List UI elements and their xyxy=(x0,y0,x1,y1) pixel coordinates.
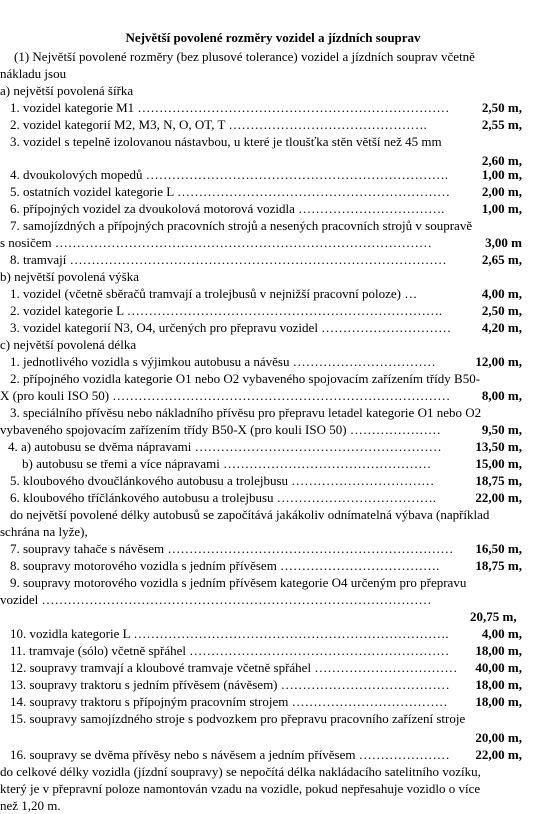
text-line xyxy=(0,421,546,438)
text-line xyxy=(0,472,546,489)
line-text: 1. vozidel kategorie M1 ……………………………………………………………… xyxy=(10,100,450,115)
text-line xyxy=(0,797,546,814)
text-line xyxy=(0,540,546,557)
dimension-value: 4,20 m, xyxy=(481,320,522,335)
line-text: 11. tramvaje (sólo) včetně spřáhel …………………………………………………… xyxy=(10,643,450,658)
dimension-value: 12,00 m, xyxy=(475,354,522,369)
line-text: nákladu jsou xyxy=(0,66,67,81)
text-line xyxy=(0,200,546,217)
line-text: 2. přípojného vozidla kategorie O1 nebo O2 vybaveného spojovacím zařízením třídy B50- xyxy=(10,371,481,386)
dimension-value: 3,00 m xyxy=(485,235,522,250)
text-line xyxy=(0,659,546,676)
dimension-value: 13,50 m, xyxy=(475,439,522,454)
dimension-value: 2,55 m, xyxy=(481,117,522,132)
dimension-value: 2,60 m, xyxy=(481,153,522,168)
text-line xyxy=(0,523,546,540)
text-line xyxy=(0,693,546,710)
line-text: b) autobusu se třemi a více nápravami ………………………………………… xyxy=(22,456,432,471)
line-text: 8. tramvají …………………………………………………………………………… xyxy=(10,252,447,267)
line-text: 5. ostatních vozidel kategorie L ……………………………………………………… xyxy=(10,184,451,199)
text-line xyxy=(0,234,546,251)
text-line xyxy=(0,82,546,99)
line-text: vybaveného spojovacím zařízením třídy B50-X (pro kouli ISO 50) ………………… xyxy=(0,422,441,437)
line-text: s nosičem …………………………………………………………………………… xyxy=(0,235,432,250)
line-text: který je v přepravní poloze namontován vzadu na vozidle, pokud nepřesahuje vozidlo o více xyxy=(0,781,481,796)
line-text: než 1,20 m. xyxy=(0,798,61,813)
line-text: c) největší povolená délka xyxy=(0,337,137,352)
dimension-value: 18,00 m, xyxy=(475,694,522,709)
text-line xyxy=(0,319,546,336)
line-text: 2. vozidel kategorie L ………………………………………………………………. xyxy=(10,303,443,318)
line-text: 3. vozidel kategorií N3, O4, určených pro přepravu vozidel ………………………… xyxy=(10,320,452,335)
line-text: 9. soupravy motorového vozidla s jedním přívěsem kategorie O4 určeným pro přepravu xyxy=(10,575,467,590)
line-text: 5. kloubového dvoučlánkového autobusu a trolejbusu …………………………… xyxy=(10,473,435,488)
text-line xyxy=(0,48,546,65)
line-text: 6. kloubového tříčlánkového autobusu a trolejbusu ………………………………. xyxy=(10,490,437,505)
text-line xyxy=(0,574,546,591)
dimension-value: 22,00 m, xyxy=(475,490,522,505)
text-line xyxy=(0,625,546,642)
line-text: 13. soupravy traktoru s jedním přívěsem (návěsem) ………………………………… xyxy=(10,677,450,692)
text-line xyxy=(0,370,546,387)
line-text: 7. samojízdných a přípojných pracovních strojů a nesených pracovních strojů v soupravě xyxy=(10,218,473,233)
dimension-value: 22,00 m, xyxy=(475,747,522,762)
text-line xyxy=(0,780,546,797)
line-text: 6. přípojných vozidel za dvoukolová motorová vozidla ……………………………. xyxy=(10,201,445,216)
text-line xyxy=(0,387,546,404)
text-line xyxy=(0,763,546,780)
text-line xyxy=(0,642,546,659)
dimension-value: 2,00 m, xyxy=(481,184,522,199)
dimension-value: 18,00 m, xyxy=(475,677,522,692)
text-line xyxy=(0,353,546,370)
line-text: 16. soupravy se dvěma přívěsy nebo s návěsem a jedním přívěsem ………………… xyxy=(10,747,450,762)
line-text: 1. vozidel (včetně sběračů tramvají a trolejbusů v nejnižší pracovní poloze) … xyxy=(10,286,418,301)
text-line xyxy=(0,133,546,150)
line-text: 12. soupravy tramvají a kloubové tramvaje včetně spřáhel …………………………… xyxy=(10,660,458,675)
text-line xyxy=(0,116,546,133)
line-text: a) největší povolená šířka xyxy=(0,83,134,98)
text-line xyxy=(0,251,546,268)
line-text: 4. dvoukolových mopedů ……………………………………………………………. xyxy=(10,167,449,182)
line-text: (1) Největší povolené rozměry (bez plusové tolerance) vozidel a jízdních souprav včetně xyxy=(14,49,475,64)
text-line xyxy=(0,302,546,319)
document-title: Největší povolené rozměry vozidel a jízdních souprav xyxy=(125,30,421,45)
line-text: do celkové délky vozidla (jízdní soupravy) se nepočítá délka nakládacího satelitního vozíku, xyxy=(0,764,481,779)
line-text: 3. speciálního přívěsu nebo nákladního přívěsu pro přepravu letadel kategorie O1 nebo O2 xyxy=(10,405,482,420)
text-line xyxy=(0,65,546,82)
line-text: 14. soupravy traktoru s přípojným pracovním strojem ……………………………… xyxy=(10,694,448,709)
text-line xyxy=(0,268,546,285)
line-text: 8. soupravy motorového vozidla s jedním přívěsem ………………………………. xyxy=(10,558,440,573)
text-line xyxy=(0,591,546,608)
dimension-value: 20,75 m, xyxy=(470,609,517,624)
dimension-value: 15,00 m, xyxy=(475,456,522,471)
text-line xyxy=(0,438,546,455)
line-text: b) největší povolená výška xyxy=(0,269,139,284)
text-line xyxy=(0,404,546,421)
text-line xyxy=(0,99,546,116)
dimension-value: 18,75 m, xyxy=(475,473,522,488)
text-line xyxy=(0,557,546,574)
dimension-value: 9,50 m, xyxy=(481,422,522,437)
text-line xyxy=(0,506,546,523)
dimension-value: 2,50 m, xyxy=(481,100,522,115)
text-line xyxy=(0,676,546,693)
line-text: 7. soupravy tahače s návěsem ………………………………………………………… xyxy=(10,541,454,556)
line-text: 1. jednotlivého vozidla s výjimkou autobusu a návěsu …………………………… xyxy=(10,354,436,369)
dimension-value: 4,00 m, xyxy=(481,286,522,301)
text-line xyxy=(0,336,546,353)
text-line xyxy=(0,710,546,727)
text-line xyxy=(0,166,546,183)
text-line xyxy=(0,455,546,472)
dimension-value: 20,00 m, xyxy=(475,730,522,745)
line-text: 2. vozidel kategorií M2, M3, N, O, OT, T ………………………………………. xyxy=(10,117,427,132)
text-line xyxy=(0,183,546,200)
line-text: 3. vozidel s tepelně izolovanou nástavbou, u které je tloušťka stěn větší než 45 mm xyxy=(10,134,442,149)
dimension-value: 2,50 m, xyxy=(481,303,522,318)
dimension-value: 2,65 m, xyxy=(481,252,522,267)
dimension-value: 1,00 m, xyxy=(481,201,522,216)
text-line xyxy=(0,608,546,625)
line-text: 15. soupravy samojízdného stroje s podvozkem pro přepravu pracovního zařízení stroje xyxy=(10,711,466,726)
dimension-value: 18,00 m, xyxy=(475,643,522,658)
line-text: X (pro kouli ISO 50) …………………………………………………………………… xyxy=(0,388,451,403)
text-line xyxy=(0,729,546,746)
line-text: vozidel ……………………………………………………………………………… xyxy=(0,592,432,607)
dimension-value: 18,75 m, xyxy=(475,558,522,573)
text-line xyxy=(0,746,546,763)
line-text: 4. a) autobusu se dvěma nápravami ………………………………………………… xyxy=(8,439,442,454)
line-text: do největší povolené délky autobusů se započítává jakákoliv odnímatelná výbava (například xyxy=(10,507,490,522)
line-text: schrána na lyže), xyxy=(0,524,88,539)
dimension-value: 4,00 m, xyxy=(481,626,522,641)
dimension-value: 16,50 m, xyxy=(475,541,522,556)
text-line xyxy=(0,217,546,234)
text-line xyxy=(0,285,546,302)
text-line xyxy=(0,489,546,506)
dimension-value: 8,00 m, xyxy=(481,388,522,403)
dimension-value: 40,00 m, xyxy=(475,660,522,675)
dimension-value: 1,00 m, xyxy=(481,167,522,182)
line-text: 10. vozidla kategorie L ………………………………………………………………. xyxy=(10,626,449,641)
